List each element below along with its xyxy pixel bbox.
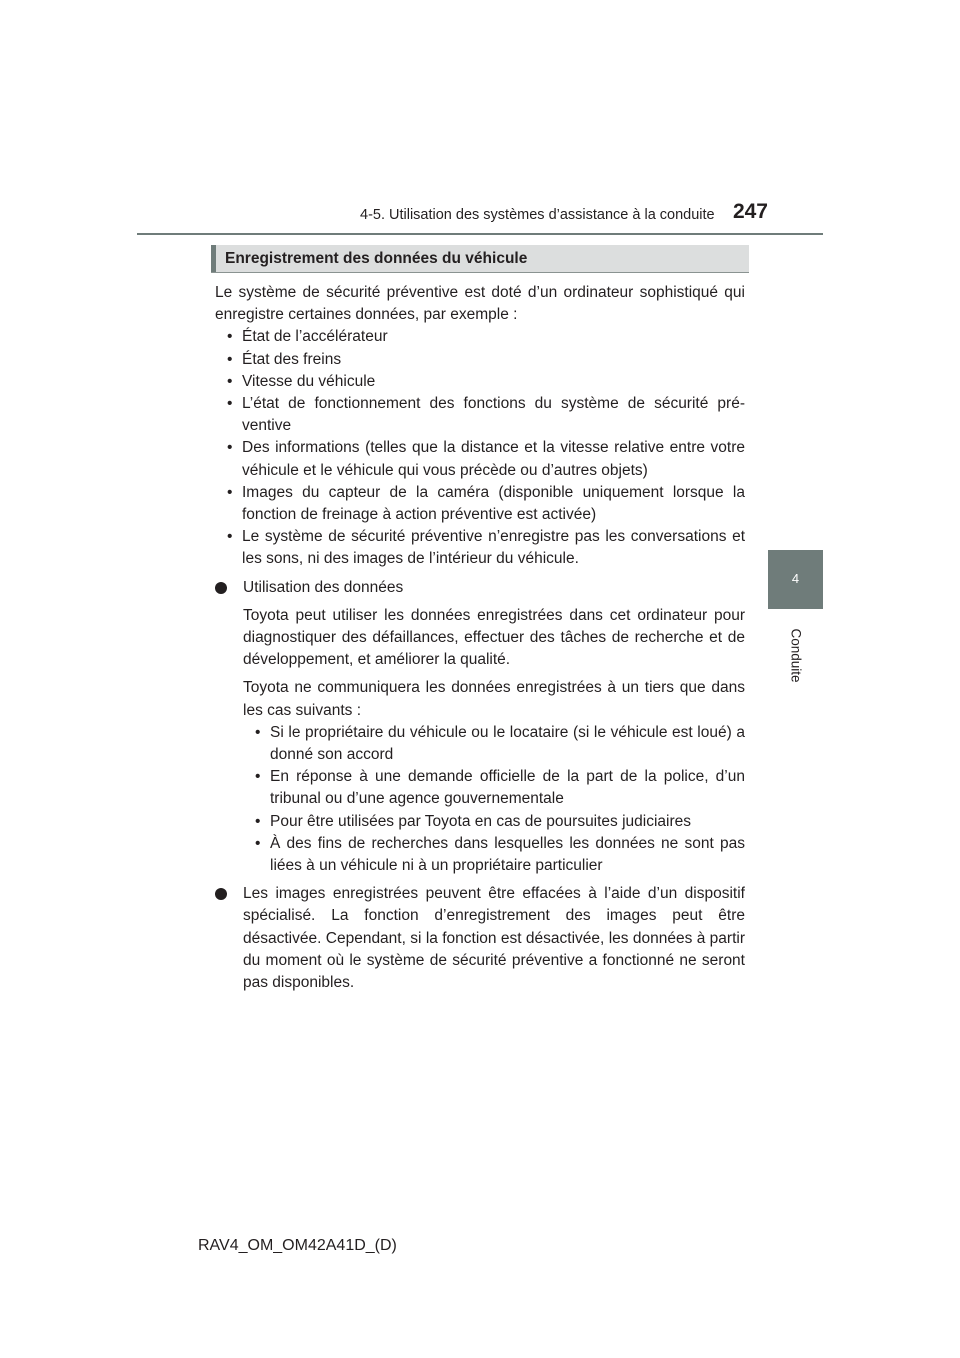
list-item: • Le système de sécurité préventive n’enregistre pas les conversations et les sons, ni des images de l’intérieur du véhicule. xyxy=(215,526,745,570)
header-section-title: 4-5. Utilisation des systèmes d’assistance à la conduite xyxy=(360,207,715,223)
circle-bullet-icon xyxy=(215,888,227,900)
list-item: • Vitesse du véhicule xyxy=(215,371,745,393)
list-item: • L’état de fonctionnement des fonctions du système de sécurité préventive xyxy=(215,393,745,437)
page-number: 247 xyxy=(732,200,768,223)
section-heading: Enregistrement des données du véhicule xyxy=(225,250,528,267)
list-item: • État de l’accélérateur xyxy=(215,326,745,348)
list-item: • Si le propriétaire du véhicule ou le locataire (si le véhicule est loué) a donné son accord xyxy=(243,722,745,766)
list-item: • Images du capteur de la caméra (disponible uniquement lorsque la fonction de freinage à action préventive est activée) xyxy=(215,482,745,526)
chapter-number: 4 xyxy=(791,571,800,586)
usage-block xyxy=(215,577,745,878)
header-divider xyxy=(137,233,823,235)
usage-paragraph-2: Toyota ne communiquera les données enregistrées à un tiers que dans les cas suivants : xyxy=(243,679,745,719)
intro-paragraph: Le système de sécurité préventive est doté d’un ordinateur sophistiqué qui enregistre certaines données, par exemple : xyxy=(215,284,745,324)
circle-bullet-icon xyxy=(215,582,227,594)
chapter-tab xyxy=(768,550,823,609)
recorded-items-list xyxy=(215,326,745,570)
list-item: • État des freins xyxy=(215,349,745,371)
usage-paragraph-1: Toyota peut utiliser les données enregistrées dans cet ordinateur pour diagnostiquer des défaillances, effectuer des tâches de recherche et de développement, et améliorer la qualité. xyxy=(243,606,745,669)
chapter-label: Conduite xyxy=(788,628,804,683)
section-body xyxy=(215,282,745,994)
list-item: • À des fins de recherches dans lesquelles les données ne sont pas liées à un véhicule ni à un propriétaire particulier xyxy=(243,833,745,877)
section-heading-accent xyxy=(211,245,216,272)
list-item: • Pour être utilisées par Toyota en cas de poursuites judiciaires xyxy=(243,811,745,833)
section-heading-box xyxy=(211,245,749,273)
list-item: • Des informations (telles que la distance et la vitesse relative entre votre véhicule et le véhicule qui vous précède ou d’autres objets) xyxy=(215,437,745,481)
usage-title: Utilisation des données xyxy=(243,578,404,596)
images-note: Les images enregistrées peuvent être effacées à l’aide d’un dispositif spécialisé. La fonction d’enregistrement des images peut être désactivée. Cependant, si la fonction est désactivée, les données à partir du moment où le système de sécurité préventive a fonctionné ne seront pas disponibles. xyxy=(243,885,745,992)
disclosure-cases-list xyxy=(243,722,745,877)
images-note-block xyxy=(215,883,745,994)
list-item: • En réponse à une demande officielle de la part de la police, d’un tribunal ou d’une agence gouvernementale xyxy=(243,766,745,810)
document-code: RAV4_OM_OM42A41D_(D) xyxy=(198,1237,397,1254)
